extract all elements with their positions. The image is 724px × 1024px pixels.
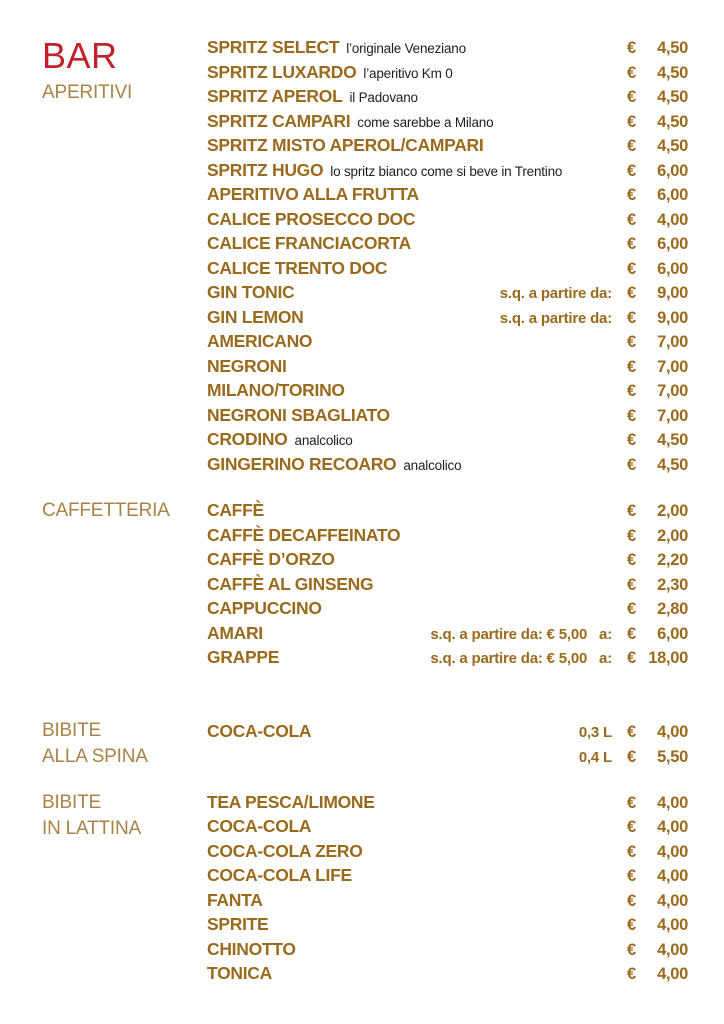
euro-symbol: € — [627, 210, 637, 229]
euro-symbol: € — [627, 793, 637, 812]
euro-symbol: € — [627, 88, 637, 106]
euro-symbol: € — [627, 333, 637, 351]
item-main — [207, 888, 627, 913]
euro-symbol: € — [627, 186, 637, 204]
menu-item-row — [207, 718, 688, 745]
item-price: 4,00 — [657, 722, 688, 741]
item-name: CAFFÈ DECAFFEINATO — [207, 524, 401, 545]
menu-item-row — [207, 814, 688, 839]
item-price: 4,00 — [657, 867, 688, 885]
menu-item-row — [207, 60, 688, 85]
euro-symbol: € — [627, 382, 637, 400]
item-price: 9,00 — [657, 284, 688, 302]
item-name: COCA-COLA — [207, 720, 312, 741]
item-description: l’aperitivo Km 0 — [363, 65, 453, 81]
euro-symbol: € — [627, 406, 637, 425]
section-label-line: APERITIVI — [42, 82, 133, 103]
item-description: analcolico — [403, 457, 462, 473]
item-price: 4,00 — [657, 940, 688, 959]
menu-item-row — [207, 645, 688, 670]
item-main — [207, 745, 627, 772]
item-main — [207, 912, 627, 937]
item-price: 2,30 — [657, 575, 688, 594]
item-main — [207, 84, 627, 111]
item-price: 7,00 — [657, 406, 688, 425]
euro-symbol: € — [627, 431, 637, 449]
euro-symbol: € — [627, 965, 637, 983]
item-main — [207, 572, 627, 597]
euro-symbol: € — [627, 624, 637, 643]
section-label — [42, 790, 207, 842]
item-main — [207, 596, 627, 621]
euro-symbol: € — [627, 818, 637, 836]
section-bibite-in-lattina — [42, 790, 688, 986]
section-label-line: CAFFETTERIA — [42, 500, 170, 521]
menu-item-row — [207, 961, 688, 986]
euro-symbol: € — [627, 916, 637, 934]
item-description: come sarebbe a Milano — [357, 114, 494, 130]
item-main — [207, 158, 627, 185]
item-name: CAFFÈ D’ORZO — [207, 549, 335, 569]
item-name: AMARI — [207, 622, 263, 643]
item-main — [207, 498, 627, 523]
item-main — [207, 354, 627, 379]
item-price: 6,00 — [657, 161, 688, 180]
item-main — [207, 329, 627, 354]
menu-item-row — [207, 133, 688, 158]
item-price: 4,50 — [657, 455, 688, 474]
item-price: 2,00 — [657, 526, 688, 545]
euro-symbol: € — [627, 891, 637, 910]
menu-item-row — [207, 912, 688, 937]
menu-item-row — [207, 498, 688, 523]
item-main — [207, 863, 627, 888]
item-name: GRAPPE — [207, 647, 280, 667]
euro-symbol: € — [627, 112, 637, 131]
item-main — [207, 427, 627, 454]
euro-symbol: € — [627, 842, 637, 861]
item-price: 5,50 — [657, 748, 688, 766]
item-name: NEGRONI SBAGLIATO — [207, 404, 390, 425]
item-price: 4,50 — [657, 63, 688, 82]
menu-item-row — [207, 427, 688, 452]
menu-item-row — [207, 207, 688, 232]
menu-item-row — [207, 596, 688, 621]
section-caffetteria — [42, 498, 688, 670]
item-main — [207, 35, 627, 62]
euro-symbol: € — [627, 551, 637, 569]
menu-item-row — [207, 744, 688, 771]
item-main — [207, 256, 627, 281]
menu-item-row — [207, 839, 688, 864]
euro-symbol: € — [627, 259, 637, 278]
menu-item-row — [207, 572, 688, 597]
euro-symbol: € — [627, 722, 637, 741]
menu-item-row — [207, 231, 688, 256]
euro-symbol: € — [627, 308, 637, 327]
item-note: s.q. a partire da: € 5,00 a: — [430, 625, 612, 643]
euro-symbol: € — [627, 600, 637, 618]
menu-item-row — [207, 109, 688, 134]
item-name: FANTA — [207, 889, 263, 910]
euro-symbol: € — [627, 649, 637, 667]
euro-symbol: € — [627, 161, 637, 180]
menu-item-row — [207, 35, 688, 60]
item-main — [207, 790, 627, 815]
euro-symbol: € — [627, 63, 637, 82]
item-description: lo spritz bianco come si beve in Trentino — [330, 163, 563, 179]
menu-item-row — [207, 621, 688, 646]
section-bibite-alla-spina — [42, 718, 688, 771]
section-items — [207, 718, 688, 771]
item-name: CRODINO — [207, 429, 288, 449]
item-price: 4,50 — [657, 88, 688, 106]
item-price: 4,00 — [657, 818, 688, 836]
menu-item-row — [207, 523, 688, 548]
menu-item-row — [207, 863, 688, 888]
item-price: 4,50 — [657, 39, 688, 57]
item-main — [207, 839, 627, 864]
menu-item-row — [207, 256, 688, 281]
item-main — [207, 207, 627, 232]
menu-item-row — [207, 547, 688, 572]
item-size: 0,3 L — [578, 723, 612, 741]
section-label-line: BIBITE — [42, 719, 101, 741]
item-name: SPRITZ CAMPARI — [207, 110, 351, 131]
section-label-line: ALLA SPINA — [42, 746, 148, 767]
item-name: CAFFÈ AL GINSENG — [207, 573, 374, 594]
euro-symbol: € — [627, 39, 637, 57]
item-name: SPRITE — [207, 914, 269, 934]
item-price: 7,00 — [657, 382, 688, 400]
item-description: analcolico — [294, 433, 353, 448]
item-price: 4,50 — [657, 431, 688, 449]
item-name: GIN TONIC — [207, 282, 295, 302]
menu-item-row — [207, 888, 688, 913]
item-name: CALICE FRANCIACORTA — [207, 233, 411, 253]
euro-symbol: € — [627, 235, 637, 253]
item-name: SPRITZ APEROL — [207, 86, 343, 106]
menu-item-row — [207, 182, 688, 207]
item-main — [207, 523, 627, 548]
item-name: TONICA — [207, 963, 272, 983]
item-price: 2,20 — [657, 551, 688, 569]
section-label-line: IN LATTINA — [42, 817, 141, 839]
item-price: 6,00 — [657, 624, 688, 643]
menu-item-row — [207, 84, 688, 109]
euro-symbol: € — [627, 502, 637, 520]
item-price: 4,50 — [657, 112, 688, 131]
item-name: COCA-COLA — [207, 816, 312, 836]
euro-symbol: € — [627, 867, 637, 885]
item-name: AMERICANO — [207, 331, 313, 351]
item-note: s.q. a partire da: — [499, 309, 612, 327]
menu-title: BAR — [42, 35, 118, 76]
item-main — [207, 305, 627, 332]
item-name: CALICE PROSECCO DOC — [207, 208, 416, 229]
item-main — [207, 814, 627, 839]
item-main — [207, 109, 627, 136]
item-name: COCA-COLA LIFE — [207, 865, 352, 885]
item-main — [207, 231, 627, 256]
item-main — [207, 403, 627, 428]
section-items — [207, 790, 688, 986]
item-name: GINGERINO RECOARO — [207, 453, 397, 474]
menu-item-row — [207, 158, 688, 183]
euro-symbol: € — [627, 940, 637, 959]
euro-symbol: € — [627, 284, 637, 302]
euro-symbol: € — [627, 455, 637, 474]
item-price: 6,00 — [657, 235, 688, 253]
menu-item-row — [207, 305, 688, 330]
item-main — [207, 937, 627, 962]
section-label-line: BIBITE — [42, 791, 101, 813]
item-price: 4,00 — [657, 891, 688, 910]
item-name: CAPPUCCINO — [207, 598, 322, 618]
item-price: 7,00 — [657, 333, 688, 351]
menu-item-row — [207, 403, 688, 428]
item-name: MILANO/TORINO — [207, 380, 345, 400]
item-name: SPRITZ SELECT — [207, 37, 340, 57]
item-main — [207, 621, 627, 648]
menu-item-row — [207, 937, 688, 962]
section-label — [42, 718, 207, 771]
menu-item-row — [207, 790, 688, 815]
item-price: 4,00 — [657, 916, 688, 934]
item-price: 4,00 — [657, 793, 688, 812]
item-main — [207, 133, 627, 158]
item-name: CHINOTTO — [207, 938, 296, 959]
item-price: 4,00 — [657, 965, 688, 983]
item-note: s.q. a partire da: € 5,00 a: — [430, 650, 612, 667]
item-size: 0,4 L — [578, 749, 612, 766]
item-name: CALICE TRENTO DOC — [207, 257, 388, 278]
item-price: 9,00 — [657, 308, 688, 327]
item-name: APERITIVO ALLA FRUTTA — [207, 184, 419, 204]
item-description: il Padovano — [349, 90, 418, 105]
item-name: COCA-COLA ZERO — [207, 840, 363, 861]
item-price: 6,00 — [657, 186, 688, 204]
menu-item-row — [207, 452, 688, 477]
item-main — [207, 60, 627, 87]
item-main — [207, 547, 627, 572]
item-name: CAFFÈ — [207, 500, 264, 520]
item-name: TEA PESCA/LIMONE — [207, 791, 375, 812]
section-label — [42, 498, 207, 524]
item-price: 4,50 — [657, 137, 688, 155]
item-main — [207, 961, 627, 986]
item-price: 4,00 — [657, 842, 688, 861]
item-price: 6,00 — [657, 259, 688, 278]
item-main — [207, 182, 627, 207]
menu-item-row — [207, 280, 688, 305]
euro-symbol: € — [627, 748, 637, 766]
menu-item-row — [207, 329, 688, 354]
menu-item-row — [207, 378, 688, 403]
item-price: 4,00 — [657, 210, 688, 229]
item-description: l’originale Veneziano — [346, 41, 466, 56]
item-main — [207, 452, 627, 479]
section-aperitivi — [42, 35, 688, 476]
section-items — [207, 35, 688, 476]
item-name: NEGRONI — [207, 355, 287, 376]
item-price: 18,00 — [648, 649, 688, 667]
euro-symbol: € — [627, 357, 637, 376]
item-price: 2,00 — [657, 502, 688, 520]
item-main — [207, 718, 627, 747]
item-price: 2,80 — [657, 600, 688, 618]
item-name: SPRITZ LUXARDO — [207, 61, 357, 82]
euro-symbol: € — [627, 137, 637, 155]
euro-symbol: € — [627, 526, 637, 545]
item-main — [207, 280, 627, 307]
item-main — [207, 645, 627, 672]
item-name: GIN LEMON — [207, 306, 304, 327]
item-note: s.q. a partire da: — [499, 285, 612, 302]
item-main — [207, 378, 627, 403]
menu-item-row — [207, 354, 688, 379]
item-name: SPRITZ MISTO APEROL/CAMPARI — [207, 135, 484, 155]
euro-symbol: € — [627, 575, 637, 594]
section-label — [42, 35, 207, 106]
section-items — [207, 498, 688, 670]
item-name: SPRITZ HUGO — [207, 159, 324, 180]
item-price: 7,00 — [657, 357, 688, 376]
